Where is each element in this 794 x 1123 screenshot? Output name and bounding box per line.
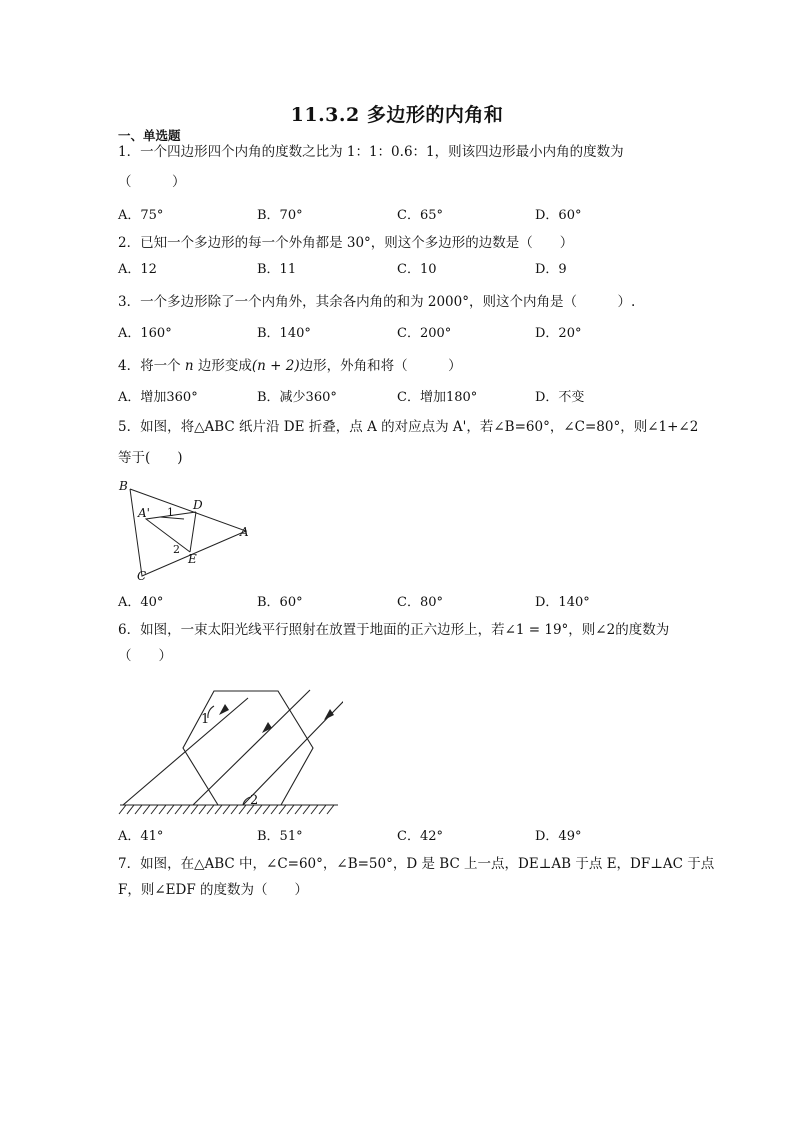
q6-hexagon-figure: [118, 668, 343, 820]
sun-ray-3: [243, 674, 343, 805]
label-c: C: [137, 569, 147, 583]
q2-option-d: D．9: [535, 262, 567, 277]
q5-option-c: C．80°: [397, 595, 443, 610]
label-angle-1: 1: [167, 506, 174, 519]
q4-option-a: A．增加360°: [118, 390, 198, 405]
q2-option-c: C．10: [397, 262, 437, 277]
arrow-head-2: [262, 722, 272, 733]
q4-stem-expr: (n + 2): [251, 358, 300, 374]
q6-option-a: A．41°: [118, 829, 164, 844]
fold-line-de: [190, 512, 196, 552]
question-2-stem: 2．已知一个多边形的每一个外角都是 30°，则这个多边形的边数是（ ）: [118, 235, 574, 251]
arrow-head-1: [219, 704, 229, 715]
q5-option-b: B．60°: [257, 595, 303, 610]
label-angle-2: 2: [173, 543, 180, 556]
q3-option-b: B．140°: [257, 326, 311, 341]
sun-ray-1: [123, 698, 248, 805]
q1-option-d: D．60°: [535, 208, 582, 223]
question-1-stem: 1．一个四边形四个内角的度数之比为 1：1：0.6：1，则该四边形最小内角的度数为: [118, 144, 624, 160]
label-d: D: [193, 498, 203, 512]
question-5-stem-cont: 等于( ): [118, 450, 183, 466]
label-angle-2: 2: [250, 793, 259, 808]
label-b: B: [119, 479, 128, 493]
page-title: 11.3.2 多边形的内角和: [290, 104, 504, 126]
q4-option-d: D．不变: [535, 390, 585, 405]
q6-option-b: B．51°: [257, 829, 303, 844]
q5-option-a: A．40°: [118, 595, 164, 610]
q2-option-a: A．12: [118, 262, 157, 277]
q3-option-d: D．20°: [535, 326, 582, 341]
q5-option-d: D．140°: [535, 595, 590, 610]
label-e: E: [188, 552, 197, 566]
label-a-prime: A': [138, 506, 150, 520]
q1-option-b: B．70°: [257, 208, 303, 223]
sun-ray-2: [193, 690, 310, 805]
label-angle-1: 1: [201, 712, 210, 727]
section-heading: 一、单选题: [118, 128, 181, 143]
q5-triangle-figure: [110, 475, 270, 590]
question-7-stem-cont: F，则∠EDF 的度数为（ ）: [118, 882, 309, 898]
q4-option-b: B．减少360°: [257, 390, 337, 405]
q6-option-d: D．49°: [535, 829, 582, 844]
q4-option-c: C．增加180°: [397, 390, 478, 405]
question-6-stem: 6．如图，一束太阳光线平行照射在放置于地面的正六边形上，若∠1 = 19°，则∠2的度数为: [118, 622, 670, 638]
q4-stem-d: 边形，外角和将（ ）: [299, 358, 462, 374]
q6-option-c: C．42°: [397, 829, 443, 844]
q2-option-b: B．11: [257, 262, 297, 277]
question-4-stem: [118, 356, 462, 376]
question-5-stem: 5．如图，将△ABC 纸片沿 DE 折叠，点 A 的对应点为 A'，若∠B=60°，∠C=80°，则∠1+∠2: [118, 419, 699, 435]
label-a: A: [240, 525, 249, 539]
regular-hexagon: [183, 691, 313, 805]
question-7-stem: 7．如图，在△ABC 中，∠C=60°，∠B=50°，D 是 BC 上一点，DE⊥AB 于点 E，DF⊥AC 于点: [118, 856, 715, 872]
q4-stem-a: 4．将一个: [118, 358, 185, 374]
q1-option-a: A．75°: [118, 208, 164, 223]
question-3-stem: 3．一个多边形除了一个内角外，其余各内角的和为 2000°，则这个内角是（ ）.: [118, 294, 636, 310]
q3-option-c: C．200°: [397, 326, 452, 341]
q1-option-c: C．65°: [397, 208, 443, 223]
q3-option-a: A．160°: [118, 326, 172, 341]
q4-stem-b: 边形变成: [193, 358, 252, 374]
question-1-stem-cont: （ ）: [118, 174, 186, 190]
arrow-head-3: [324, 709, 334, 720]
q4-stem-n: n: [184, 358, 194, 374]
question-6-stem-cont: （ ）: [118, 648, 172, 664]
